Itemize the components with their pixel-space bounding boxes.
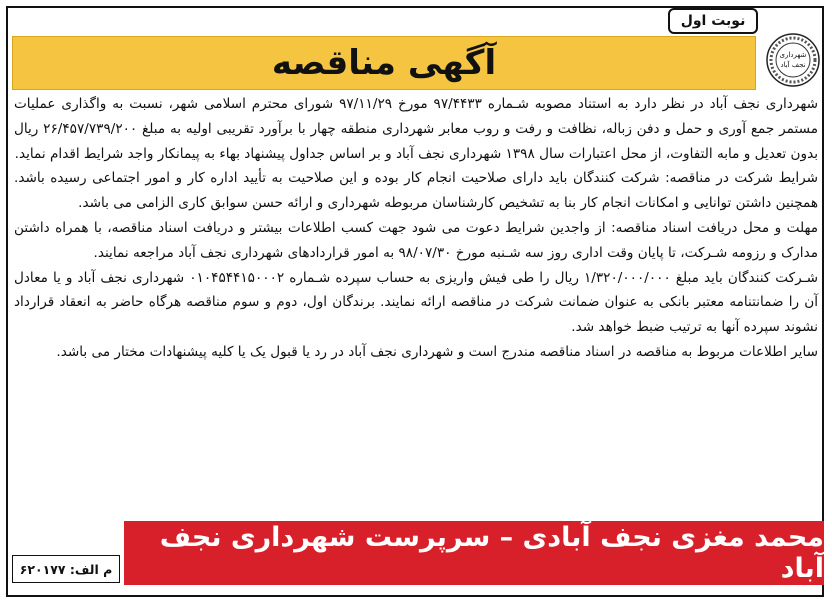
- signature-text: محمد مغزی نجف آبادی – سرپرست شهرداری نجف آباد: [159, 522, 824, 584]
- paragraph-intro: شهرداری نجف آباد در نظر دارد به استناد مصوبه شـماره ۹۷/۴۴۳۳ مورخ ۹۷/۱۱/۲۹ شورای محترم اسلامی شهر، نسبت به واگذاری عملیات مستمر جمع آوری و حمل و دفن زباله، نظافت و رفت و روب معابر شهرداری منطقه چهار با برآورد تقریبی اولیه به مبلغ ۲۶/۴۵۷/۷۳۹/۲۰۰ ریال بدون تعدیل و مابه التفاوت، از محل اعتبارات سال ۱۳۹۸ شهرداری نجف آباد و بر اساس جداول پیشنهاد بهاء به پیمانکار واجد شرایط اقدام نماید.: [14, 96, 818, 162]
- paragraph-deposit: شـرکت کنندگان باید مبلغ ۱/۳۲۰/۰۰۰/۰۰۰ ریال را طی فیش واریزی به حساب سپرده شـماره ۰۱۰۴۵۴۴۱۵۰۰۰۲ شهرداری نجف آباد و یا معادل آن را ضمانتنامه معتبر بانکی به عنوان ضمانت شرکت در مناقصه ارائه نمایند. برندگان اول، دوم و سوم مناقصه هرگاه حاضر به انعقاد قرارداد نشوند سپرده آنها به ترتیب ضبط خواهد شد.: [14, 269, 819, 336]
- municipality-logo: [765, 32, 821, 88]
- paragraph-other-info: سایر اطلاعات مربوط به مناقصه در اسناد مناقصه مندرج است و شهرداری نجف آباد در رد یا قبول یک یا کلیه پیشنهادات مختار می باشد.: [56, 343, 818, 360]
- paragraph-deadline: مهلت و محل دریافت اسناد مناقصه: از واجدین شرایط دعوت می شود جهت کسب اطلاعات بیشتر و دریافت اسناد مناقصه، با همراه داشتن مدارک و رزومه شـرکت، تا پایان وقت اداری روز سه شـنبه مورخ ۹۸/۰۷/۳۰ به امور قراردادهای شهرداری نجف آباد مراجعه نمایند.: [14, 219, 818, 261]
- reference-number: م الف: ۶۲۰۱۷۷: [19, 561, 113, 577]
- signature-bar: [124, 521, 824, 585]
- logo-line1: شهرداری: [779, 51, 807, 59]
- round-badge: [668, 8, 758, 34]
- reference-box: [12, 555, 120, 583]
- page-title: آگهی مناقصه: [271, 43, 497, 83]
- title-bar: [12, 36, 756, 90]
- round-label: نوبت اول: [680, 13, 746, 29]
- notice-body: [14, 92, 818, 365]
- logo-line2: نجف آباد: [780, 61, 806, 69]
- paragraph-conditions: شرایط شرکت در مناقصه: شرکت کنندگان باید دارای صلاحیت انجام کار بوده و این صلاحیت به تأیید اداره کار و امور اجتماعی رسیده باشد. همچنین داشتن توانایی و امکانات انجام کار بنا به تشخیص کارشناسان مربوطه شهرداری و ارائه حسن سوابق کاری الزامی می باشد.: [14, 170, 818, 212]
